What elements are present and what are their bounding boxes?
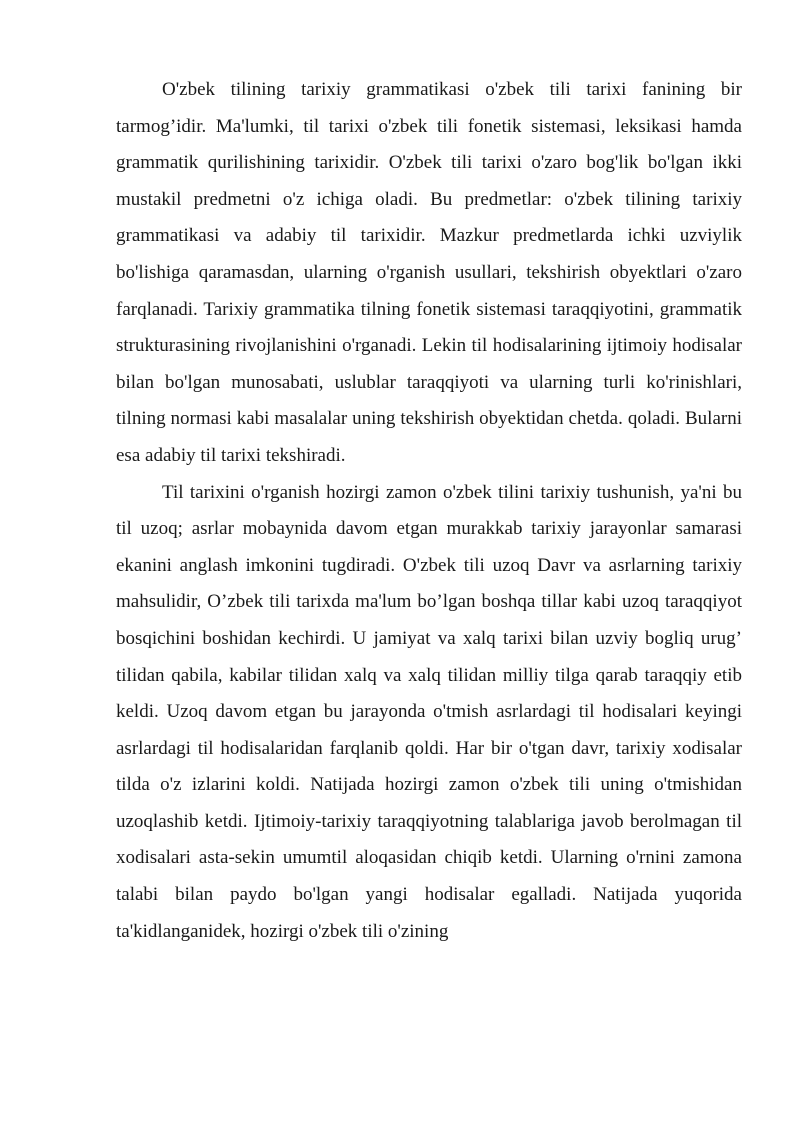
paragraph-2: Til tarixini o'rganish hozirgi zamon o'zbek tilini tarixiy tushunish, ya'ni bu til uzoq; asrlar mobaynida davom etgan murakkab tarixiy jarayonlar samarasi ekanini anglash imkonini tugdiradi. O'zbek tili uzoq Davr va asrlarning tarixiy mahsulidir, O’zbek tili tarixda ma'lum bo’lgan boshqa tillar kabi uzoq taraqqiyot bosqichini boshidan kechirdi. U jamiyat va xalq tarixi bilan uzviy bogliq urug’ tilidan qabila, kabilar tilidan xalq va xalq tilidan milliy tilga qarab taraqqiy etib keldi. Uzoq davom etgan bu jarayonda o'tmish asrlardagi til hodisalari keyingi asrlardagi til hodisalaridan farqlanib qoldi. Har bir o'tgan davr, tarixiy xodisalar tilda o'z izlarini koldi. Natijada hozirgi zamon o'zbek tili uning o'tmishidan uzoqlashib ketdi. Ijtimoiy-tarixiy taraqqiyotning talablariga javob berolmagan til xodisalari asta-sekin umumtil aloqasidan chiqib ketdi. Ularning o'rnini zamona talabi bilan paydo bo'lgan yangi hodisalar egalladi. Natijada yuqorida ta'kidlanganidek, hozirgi o'zbek tili o'zining bbox=[116, 481, 742, 942]
paragraph-1: O'zbek tilining tarixiy grammatikasi o'zbek tili tarixi fanining bir tarmog’idir. Ma'lumki, til tarixi o'zbek tili fonetik sistemasi, leksikasi hamda grammatik qurilishining tarixidir. O'zbek tili tarixi o'zaro bog'lik bo'lgan ikki mustakil predmetni o'z ichiga oladi. Bu predmetlar: o'zbek tilining tarixiy grammatikasi va adabiy til tarixidir. Mazkur predmetlarda ichki uzviylik bo'lishiga qaramasdan, ularning o'rganish usullari, tekshirish obyektlari o'zaro farqlanadi. Tarixiy grammatika tilning fonetik sistemasi taraqqiyotini, grammatik strukturasining rivojlanishini o'rganadi. Lekin til hodisalarining ijtimoiy hodisalar bilan bo'lgan munosabati, uslublar taraqqiyoti va ularning turli ko'rinishlari, tilning normasi kabi masalalar uning tekshirish obyektidan chetda. qoladi. Bularni esa adabiy til tarixi tekshiradi. bbox=[116, 79, 742, 466]
document-page bbox=[116, 72, 742, 950]
